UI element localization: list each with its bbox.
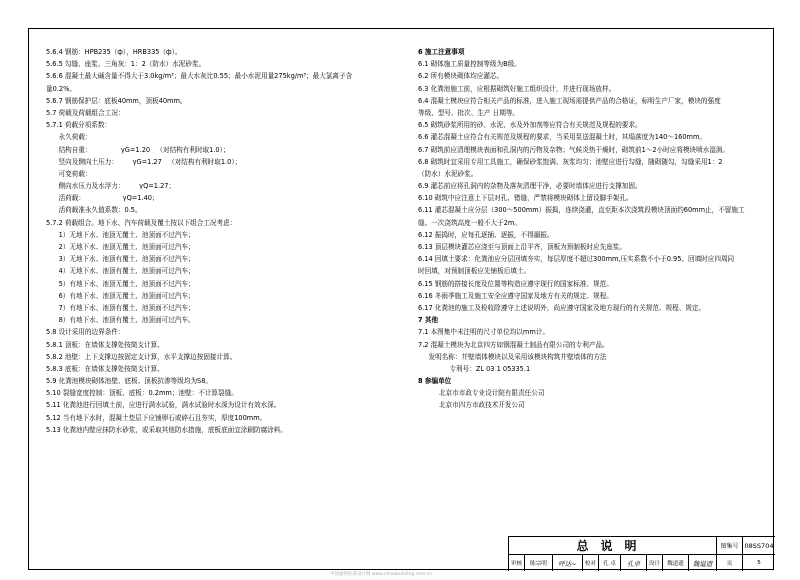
signature-row bbox=[509, 555, 775, 571]
text-line: 北京市四方市政技术开发公司 bbox=[418, 401, 525, 410]
text-line: 结构自重： γG=1.20 （对结构有利时取1.0）； bbox=[46, 145, 230, 154]
text-line: 6.15 钢筋的搭接长度及位置等构造应遵守现行的国家标准、规范。 bbox=[418, 279, 613, 288]
text-line: 5.8.1 顶板：在墙体支撑处按简支计算。 bbox=[46, 340, 164, 349]
text-line: 8）有地下水、池顶有覆土、池顶面可过汽车。 bbox=[46, 316, 195, 325]
text-line: 6.11 灌芯混凝土应分层（300～500mm）振捣，连续浇灌，直至距本次浇筑段模块顶面约60mm止，不留施工 bbox=[418, 206, 745, 215]
text-line: 5.7.2 荷载组合。地下水、汽车荷载及覆土按以下组合工况考虑： bbox=[46, 218, 237, 227]
text-line: 5）有地下水、池顶无覆土、池顶面不过汽车； bbox=[46, 279, 195, 288]
text-line: 2）无地下水、池顶无覆土、池顶面可过汽车； bbox=[46, 243, 195, 251]
left-text-column bbox=[46, 46, 402, 436]
text-line: 6.4 混凝土模块应符合相关产品的标准，进入施工现场需提供产品的合格证，标明生产厂家，模块的强度 bbox=[418, 96, 721, 105]
text-line: 量0.2%。 bbox=[46, 84, 76, 93]
text-line: 1）无地下水、池顶无覆土、池顶面不过汽车； bbox=[46, 230, 195, 239]
text-line: 活荷载准永久值系数：0.5。 bbox=[46, 206, 142, 215]
text-line: 6.1 砌体施工质量控制等级为B级。 bbox=[418, 60, 521, 69]
check-label: 校对 bbox=[583, 555, 599, 571]
drawing-title: 总说明 bbox=[509, 537, 717, 555]
text-line: 6.13 顶层模块灌芯应浇至与顶面上沿平齐，顶板为预制板时应先座浆。 bbox=[418, 243, 626, 251]
text-line: 6.9 灌芯前应将孔洞内的杂物及落灰清理干净，必要时墙体应进行支撑加固。 bbox=[418, 182, 642, 191]
text-line: 6.14 回填土要求：化粪池应分层回填夯实，每层厚度不超过300mm,压实系数不小于0.95。回填时应四周同 bbox=[418, 255, 735, 264]
review-signature: 呼达~ bbox=[553, 555, 583, 571]
design-name: 魏道遗 bbox=[663, 555, 689, 571]
text-line: 等级、型号、批次、生产 日期等。 bbox=[418, 108, 520, 117]
text-line: 5.8.2 池壁：上下支撑边按固定支计算，水平支撑边按固接计算。 bbox=[46, 352, 237, 361]
text-line: 5.13 化粪池内壁应抹防水砂浆，或采取其他防水措施，底板底面宜涂刷防腐涂料。 bbox=[46, 425, 287, 434]
text-line: 4）无地下水、池顶有覆土、池顶面可过汽车； bbox=[46, 267, 195, 276]
text-line: 6.16 冬雨季施工及施工安全应遵守国家及地方有关的规定、规程。 bbox=[418, 291, 613, 300]
text-line: 永久荷载： bbox=[46, 133, 92, 142]
text-line: 5.7 荷载及荷载组合工况： bbox=[46, 108, 125, 117]
text-line: 5.12 当有地下水时，混凝土垫层下应铺卵石或碎石且夯实，厚度100mm。 bbox=[46, 413, 267, 422]
text-line: 5.11 化粪池进行回填土前，应进行满水试验，满水试验时水深为设计有效水深。 bbox=[46, 401, 281, 410]
text-line: 7）有地下水、池顶有覆土、池顶面不过汽车； bbox=[46, 303, 195, 312]
text-line: 5.10 裂缝宽度控制：顶板、底板：0.2mm；池壁：不计算裂缝。 bbox=[46, 389, 238, 398]
text-line: （防水）水泥砂浆。 bbox=[418, 169, 478, 178]
text-line: 6.12 振捣时，应每孔逐插、逐振，不得漏振。 bbox=[418, 230, 554, 239]
text-line: 5.9 化粪池模块砌体池壁、底板、顶板抗渗等级均为S8。 bbox=[46, 377, 213, 386]
text-line: 5.8.3 底板：在墙体支撑处按简支计算。 bbox=[46, 364, 164, 373]
text-line: 专利号：ZL 03 1 05335.1 bbox=[418, 364, 531, 373]
text-line: 7 其他 bbox=[418, 316, 439, 325]
text-line: 7.1 本图集中未注明的尺寸单位均以mm计。 bbox=[418, 328, 549, 337]
text-line: 6 施工注意事项 bbox=[418, 48, 465, 56]
watermark: 中国建筑标准设计网 www.chinabuilding.com.cn bbox=[330, 572, 432, 577]
text-line: 可变荷载： bbox=[46, 169, 92, 178]
title-block bbox=[508, 536, 775, 571]
text-line: 6.2 所有模块砌体均应灌芯。 bbox=[418, 72, 504, 81]
review-name: 陈宗明 bbox=[525, 555, 553, 571]
right-text-column bbox=[418, 46, 774, 412]
text-line: 5.6.6 混凝土最大碱含量不得大于3.0kg/m³；最大水灰比0.55；最小水泥用量275kg/m³；最大氯离子含 bbox=[46, 72, 353, 81]
text-line: 6.6 灌芯混凝土应符合有关规范及规程的要求，当采用泵送混凝土时，其塌落度为140～160mm。 bbox=[418, 133, 706, 142]
design-signature: 魏道遗 bbox=[689, 555, 717, 571]
text-line: 5.6.4 钢筋：HPB235（ф），HRB335（ф）。 bbox=[46, 48, 182, 56]
text-line: 5.6.5 勾缝、座浆、三角灰：1：2（防水）水泥砂浆。 bbox=[46, 60, 206, 69]
text-line: 6.10 砌筑中应注意上下层对孔、错缝，严禁将模块砌体上留设脚手架孔。 bbox=[418, 194, 633, 203]
text-line: 6）有地下水、池顶无覆土、池顶面可过汽车； bbox=[46, 291, 195, 300]
page-number: 5 bbox=[757, 560, 761, 566]
text-line: 竖向及侧向土压力： γG=1.27 （对结构有利时取1.0）； bbox=[46, 157, 242, 166]
text-line: 6.3 化粪池施工前，应根据砌筑好施工组织设计，并进行现场放样。 bbox=[418, 84, 616, 93]
text-line: 发明名称：井壁墙体模块以及采用该模块构筑井壁墙体的方法 bbox=[418, 352, 607, 361]
text-line: 6.8 砌筑时宜采用专用工具施工，确保砂浆饱满、灰浆均匀；池壁应进行勾缝，随砌随勾，勾缝采用1：2 bbox=[418, 157, 723, 166]
text-line: 北京市市政专业设计院有限责任公司 bbox=[418, 389, 545, 398]
text-line: 6.17 化粪池的施工及检收除遵守上述说明外，尚应遵守国家及地方现行的有关规范、规程、规定。 bbox=[418, 303, 706, 312]
text-line: 6.5 砌筑砂浆所用的砂、水泥、水及外加剂等应符合有关规范及规程的要求。 bbox=[418, 121, 642, 130]
text-line: 时回填，对预制顶板应先铺板后填土。 bbox=[418, 267, 531, 276]
text-line: 侧向水压力及水浮力： γQ=1.27； bbox=[46, 182, 176, 191]
text-line: 8 参编单位 bbox=[418, 377, 452, 386]
text-line: 活荷载： γQ=1.40； bbox=[46, 194, 159, 203]
text-line: 5.6.7 钢筋保护层：底板40mm，顶板40mm。 bbox=[46, 96, 187, 105]
text-line: 7.2 混凝土模块为北京四方如钢混凝土制品有限公司的专利产品。 bbox=[418, 340, 609, 349]
design-label: 设计 bbox=[647, 555, 663, 571]
atlas-number: 08SS704 bbox=[743, 537, 775, 555]
text-line: 3）无地下水、池顶有覆土、池顶面不过汽车； bbox=[46, 255, 195, 264]
check-signature: 孔卓 bbox=[621, 555, 647, 571]
text-line: 6.7 砌筑前应清理模块表面和孔洞内的污物及杂物；气候炎热干燥时，砌筑前1～2小时应将模块喷水湿润。 bbox=[418, 145, 730, 154]
atlas-number-label: 图集号 bbox=[717, 537, 743, 555]
text-line: 缝。一次浇筑高度一般不大于2m。 bbox=[418, 218, 521, 227]
check-name: 孔 卓 bbox=[599, 555, 621, 571]
page-label: 页 bbox=[717, 555, 743, 571]
text-line: 5.7.1 荷载分项系数： bbox=[46, 121, 112, 130]
text-line: 5.8 设计采用的边界条件： bbox=[46, 328, 125, 337]
review-label: 审核 bbox=[509, 555, 525, 571]
